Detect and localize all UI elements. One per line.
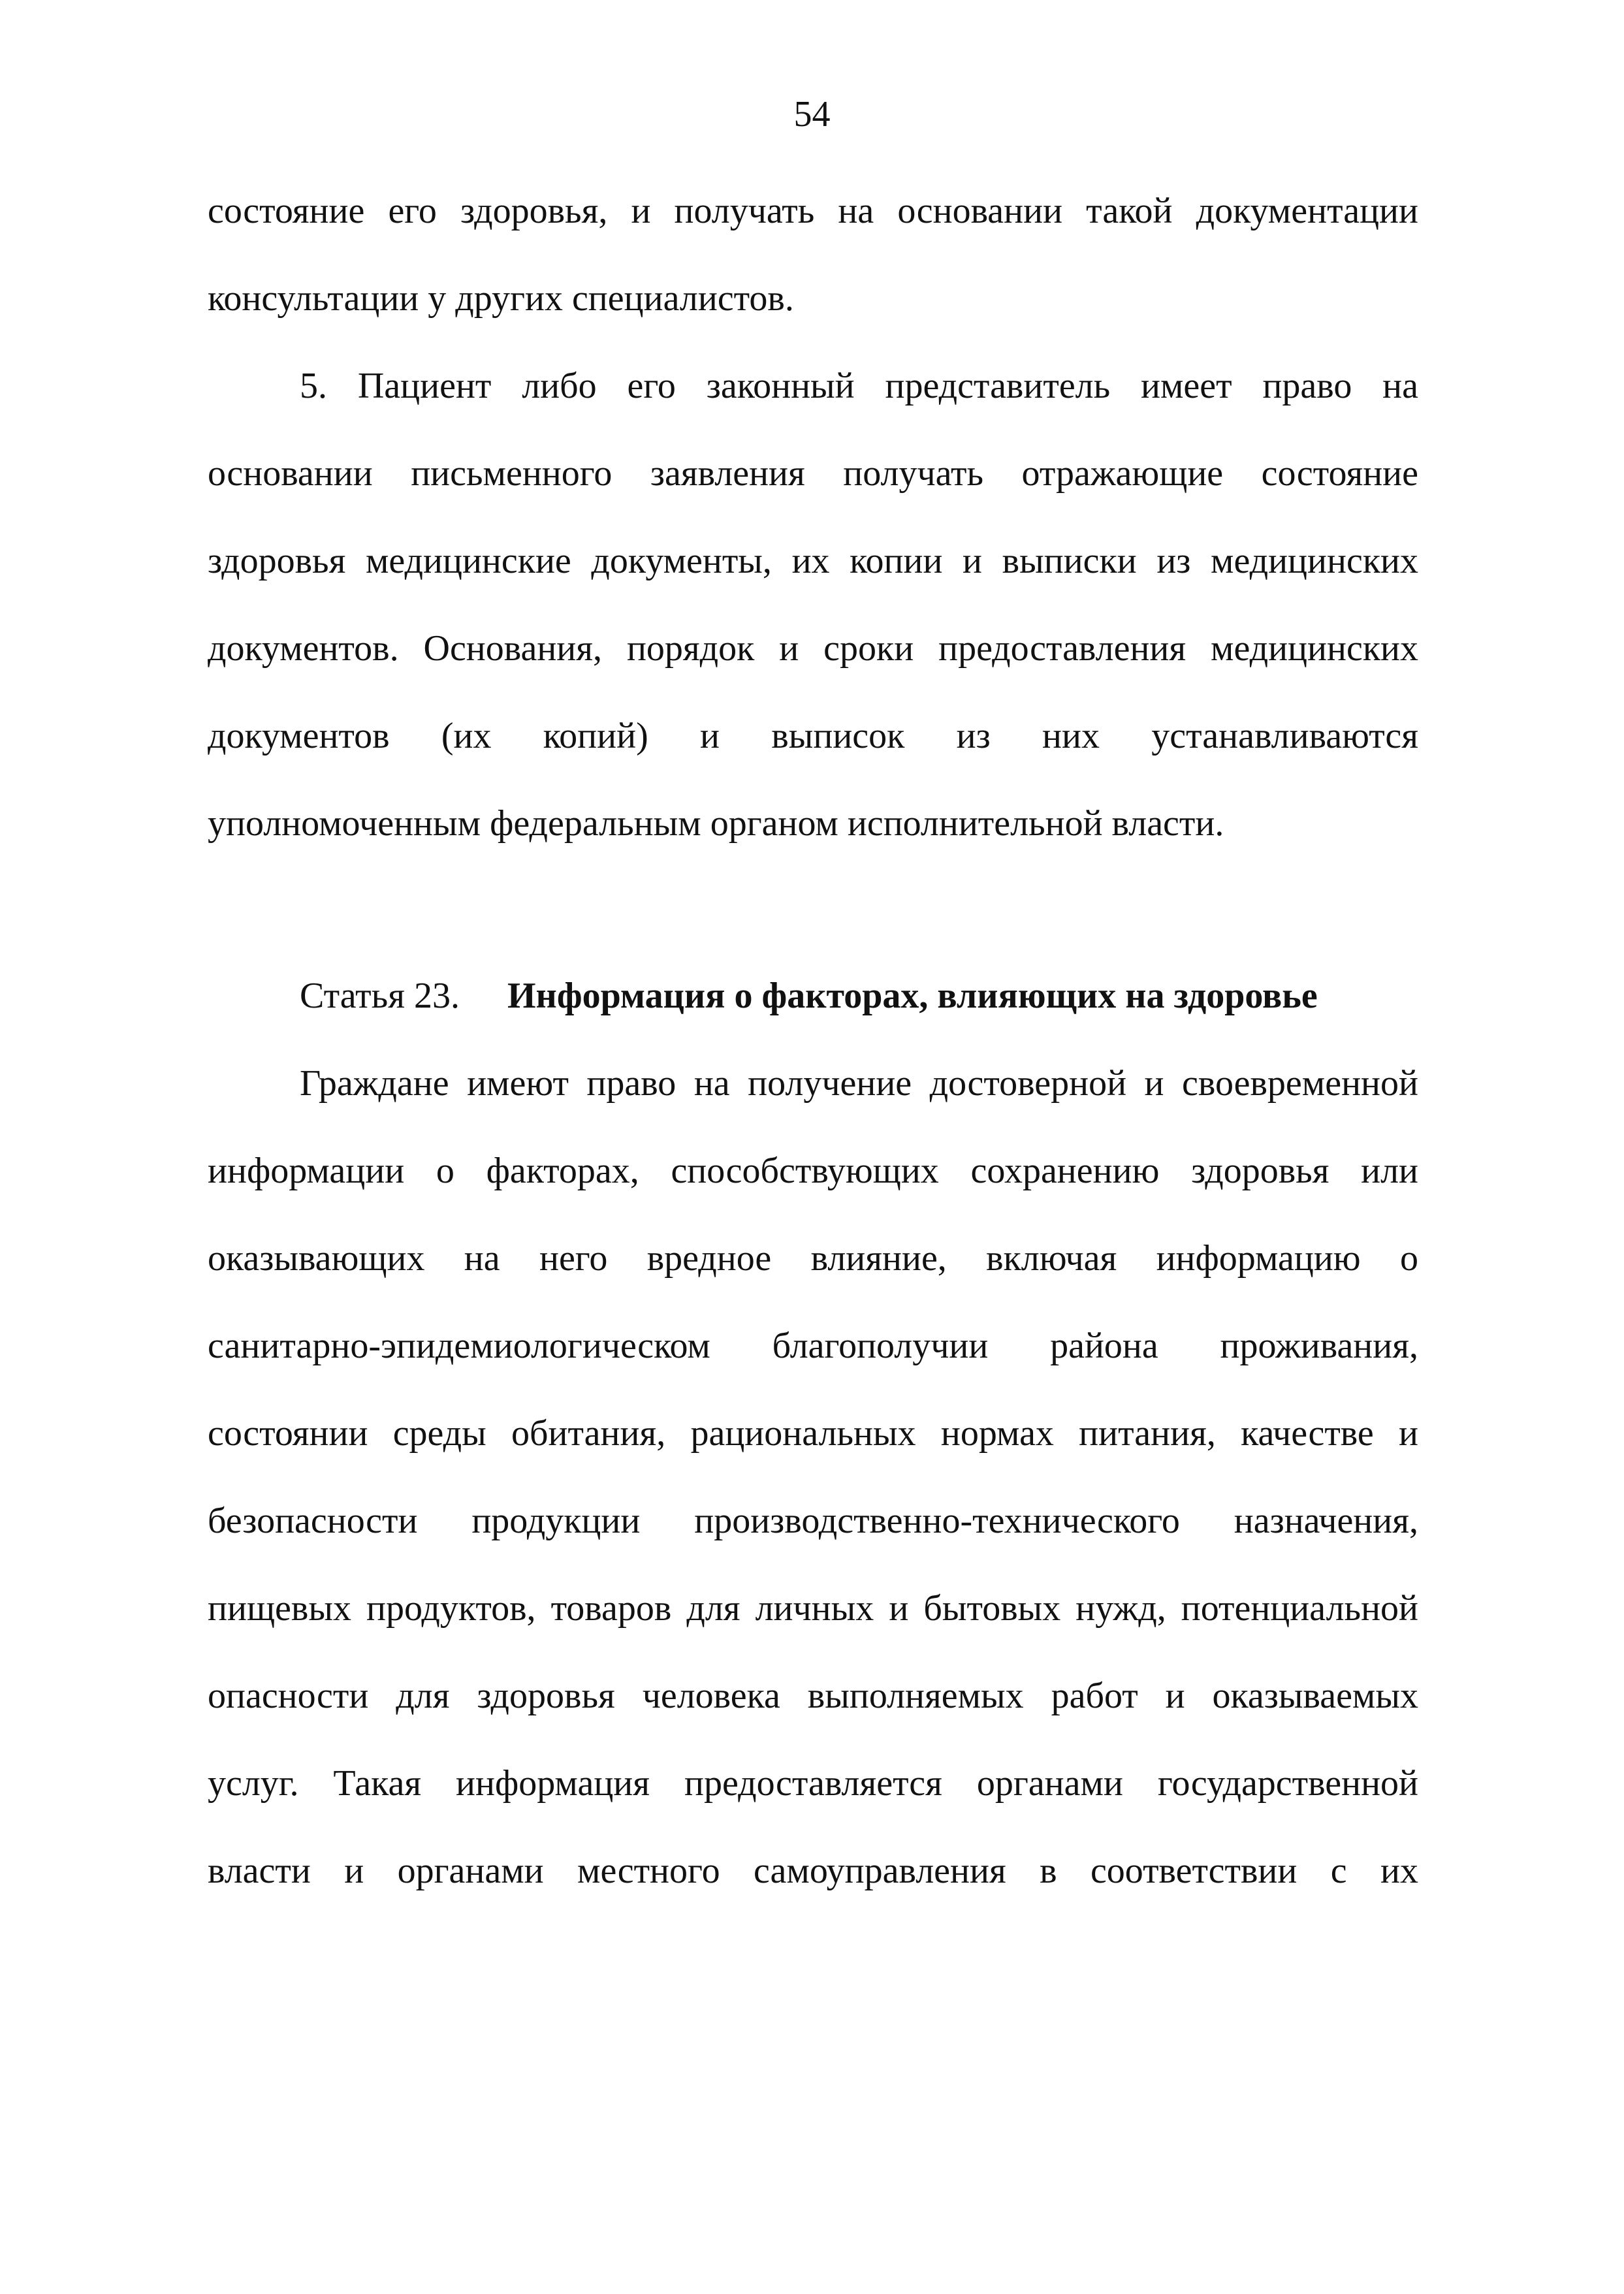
text-line: консультации у других специалистов. <box>208 278 794 319</box>
paragraph-continued <box>208 167 1418 342</box>
text-line: 5. Пациент либо его законный представитель имеет право на <box>300 366 1418 406</box>
article-body <box>208 1040 1418 1915</box>
text-line: документов. Основания, порядок и сроки предоставления медицинских <box>208 628 1418 669</box>
text-line: документов (их копий) и выписок из них устанавливаются <box>208 716 1418 756</box>
page-number: 54 <box>793 94 831 135</box>
paragraph-5 <box>208 342 1418 867</box>
text-line: состояние его здоровья, и получать на основании такой документации <box>208 191 1418 231</box>
article-heading <box>300 952 1418 1040</box>
text-line: здоровья медицинские документы, их копии и выписки из медицинских <box>208 541 1418 581</box>
text-line: власти и органами местного самоуправления в соответствии с их <box>208 1851 1418 1891</box>
text-line: основании письменного заявления получать отражающие состояние <box>208 453 1418 494</box>
text-line: санитарно-эпидемиологическом благополучии района проживания, <box>208 1326 1418 1366</box>
text-line: оказывающих на него вредное влияние, включая информацию о <box>208 1238 1418 1279</box>
text-line: Граждане имеют право на получение достоверной и своевременной <box>300 1063 1418 1104</box>
article-label: Статья 23. <box>300 976 460 1016</box>
text-line: опасности для здоровья человека выполняемых работ и оказываемых <box>208 1676 1418 1716</box>
article-title: Информация о факторах, влияющих на здоровье <box>507 976 1318 1016</box>
text-line: безопасности продукции производственно-технического назначения, <box>208 1501 1418 1541</box>
text-line: уполномоченным федеральным органом исполнительной власти. <box>208 803 1224 844</box>
text-line: состоянии среды обитания, рациональных нормах питания, качестве и <box>208 1413 1418 1454</box>
text-line: услуг. Такая информация предоставляется органами государственной <box>208 1763 1418 1804</box>
text-line: информации о факторах, способствующих сохранению здоровья или <box>208 1151 1418 1191</box>
text-line: пищевых продуктов, товаров для личных и бытовых нужд, потенциальной <box>208 1588 1418 1629</box>
